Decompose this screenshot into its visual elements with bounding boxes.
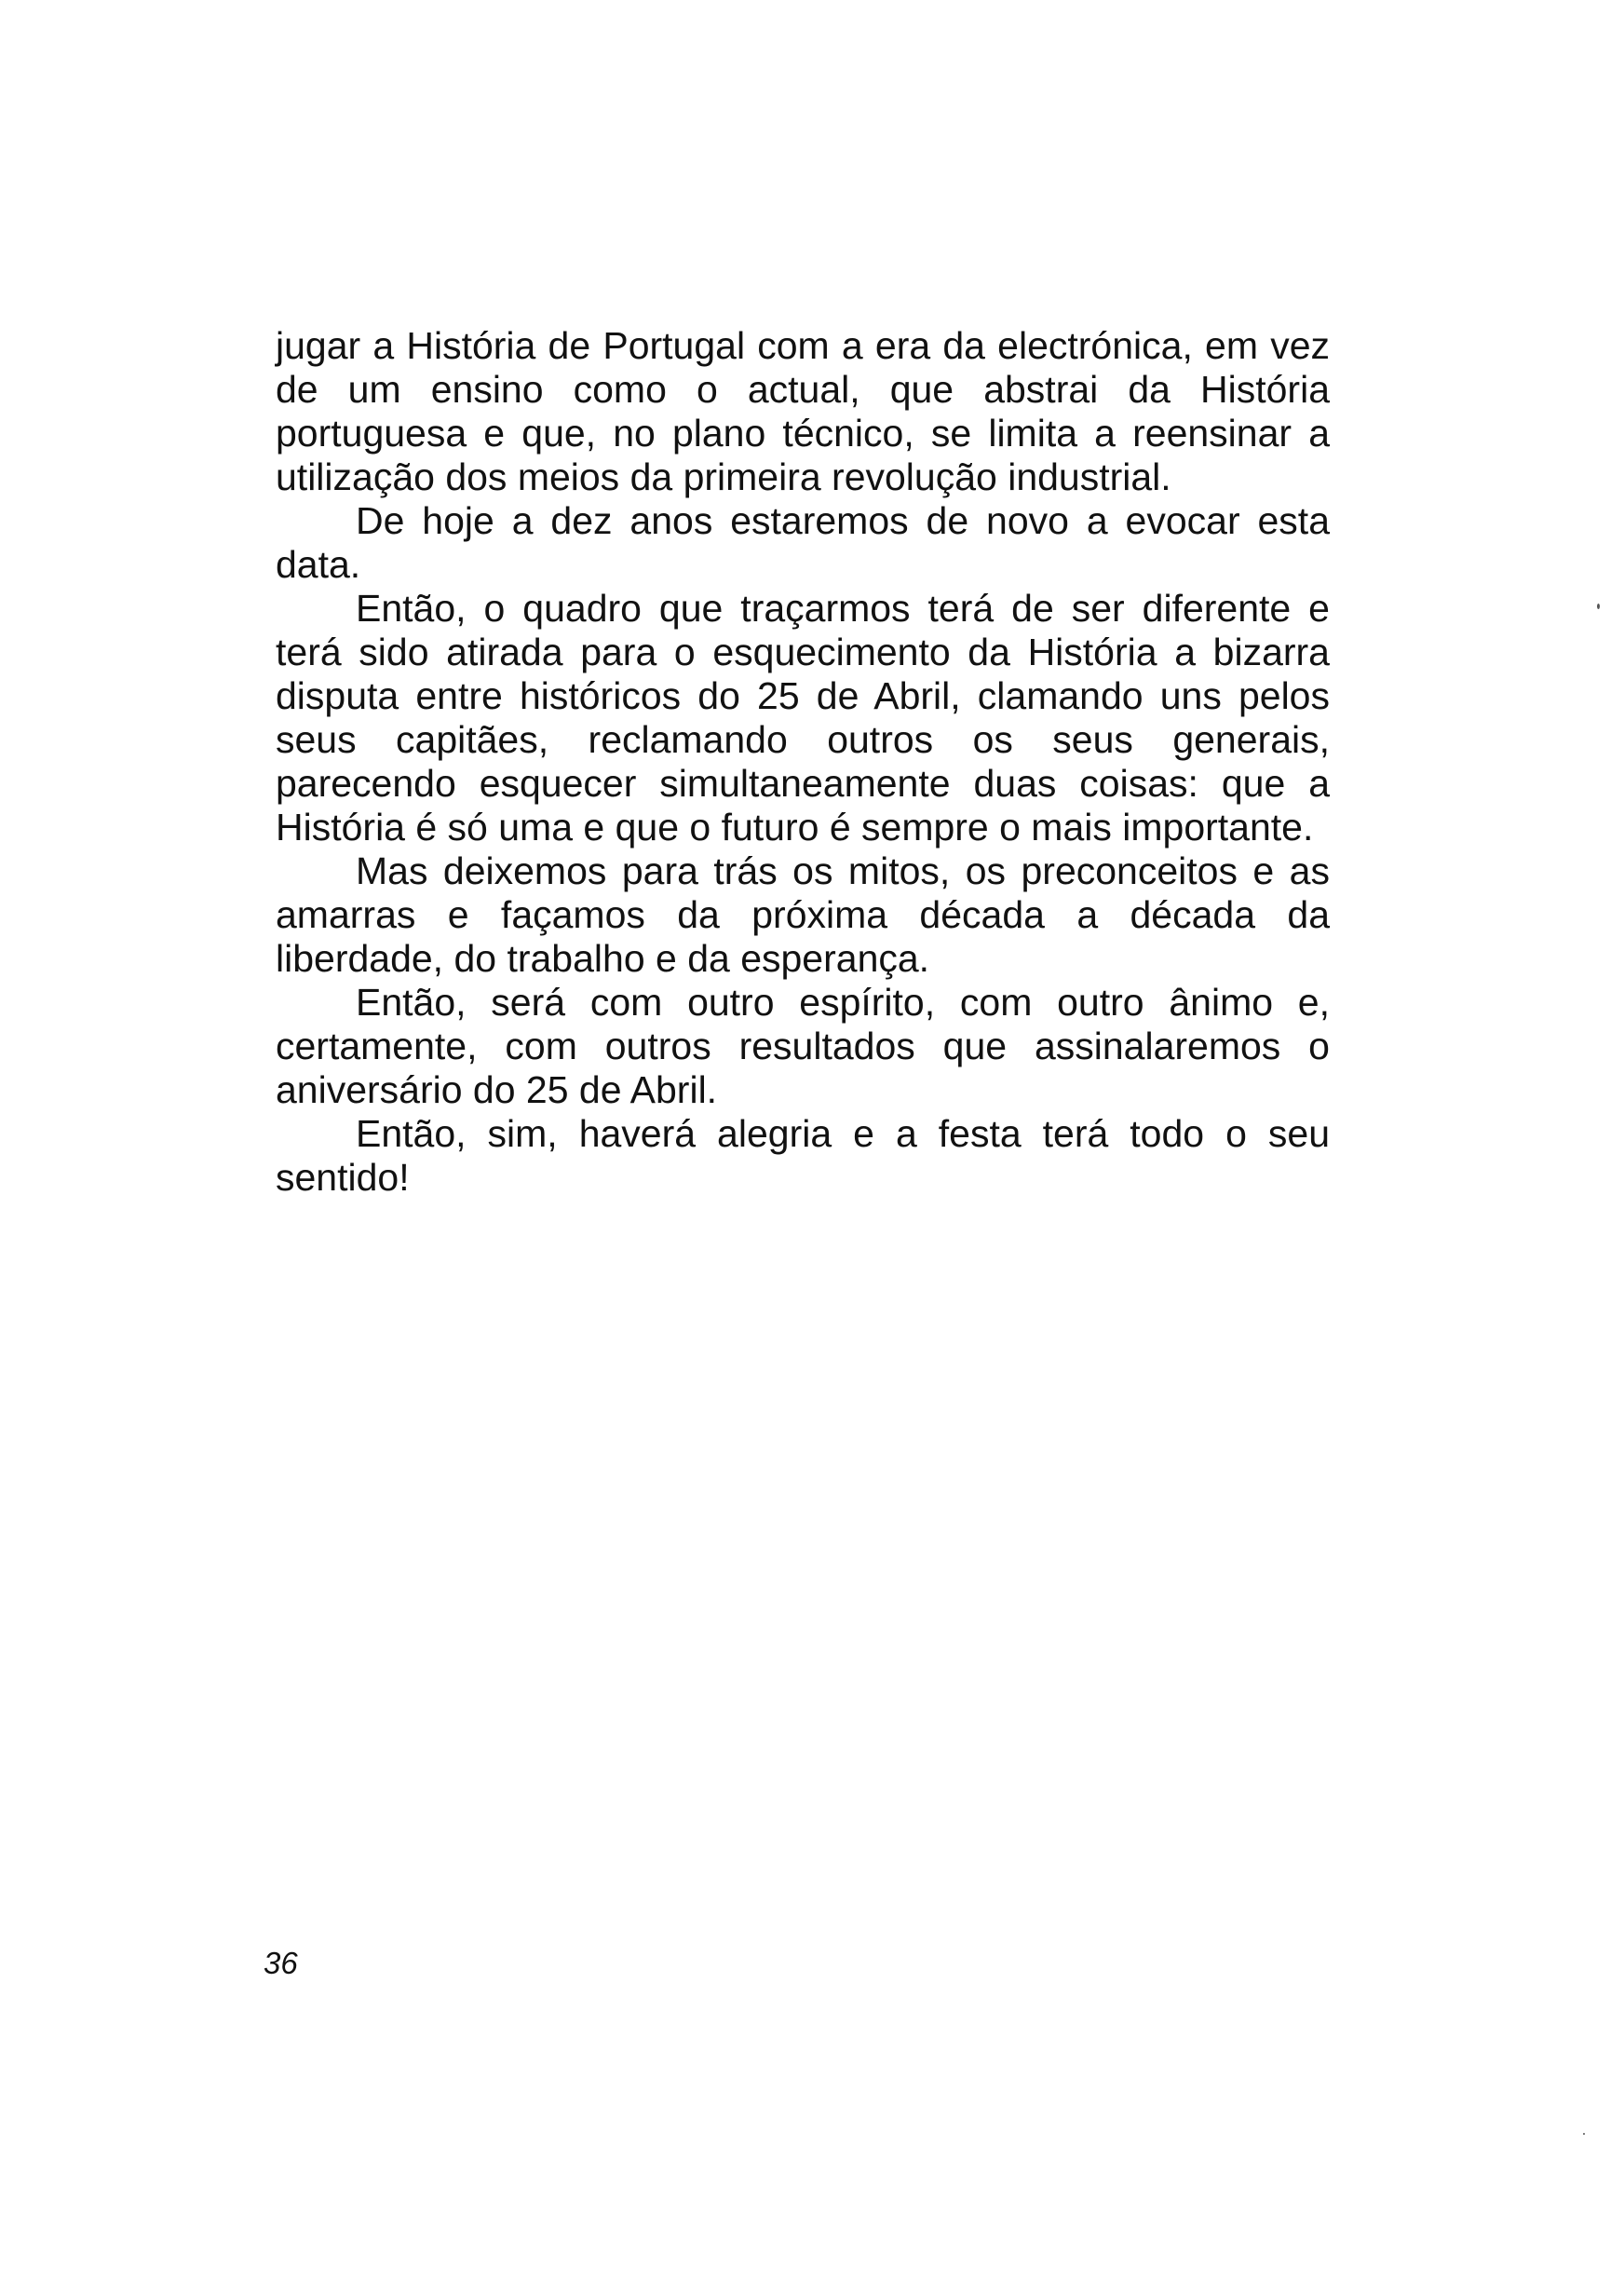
paragraph-1: jugar a História de Portugal com a era da electrónica, em vez de um ensino como o actual, que abstrai da História portuguesa e que, no plano técnico, se limita a reensinar a utilização dos meios da primeira revolução industrial. <box>276 324 1330 498</box>
page-number: 36 <box>264 1946 298 1980</box>
scan-speck <box>1597 604 1600 609</box>
paragraph-3: Então, o quadro que traçarmos terá de ser diferente e terá sido atirada para o esquecimento da História a bizarra disputa entre históricos do 25 de Abril, clamando uns pelos seus capitães, reclamando outros os seus generais, parecendo esquecer simultaneamente duas coisas: que a História é só uma e que o futuro é sempre o mais importante. <box>276 587 1330 849</box>
paragraph-5: Então, será com outro espírito, com outro ânimo e, certamente, com outros resultados que assinalaremos o aniversário do 25 de Abril. <box>276 981 1330 1111</box>
paragraph-2: De hoje a dez anos estaremos de novo a evocar esta data. <box>276 499 1330 586</box>
body-text <box>276 324 1330 1200</box>
scan-speck <box>1583 2133 1585 2135</box>
paragraph-6: Então, sim, haverá alegria e a festa terá todo o seu sentido! <box>276 1112 1330 1199</box>
paragraph-4: Mas deixemos para trás os mitos, os preconceitos e as amarras e façamos da próxima década a década da liberdade, do trabalho e da esperança. <box>276 849 1330 980</box>
